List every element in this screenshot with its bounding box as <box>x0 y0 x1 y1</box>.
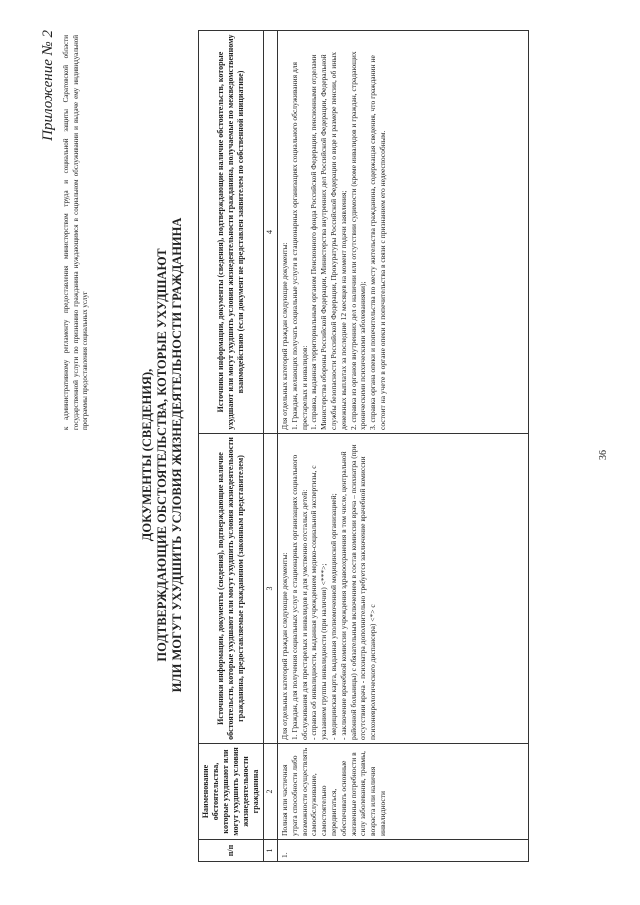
header-circumstance: Наименование обстоятельства, которые ухудшают или могут ухудшить условия жизнедеятельности гражданина <box>199 744 264 840</box>
column-number-row <box>264 31 278 862</box>
title-line: ДОКУМЕНТЫ (СВЕДЕНИЯ), <box>140 368 154 542</box>
documents-table <box>198 30 529 862</box>
page-number: 36 <box>598 450 609 460</box>
document-line: - справка об инвалидности, выданная учреждением медико-социальной экспертизы, с указанием группы инвалидности (при наличии) <***>; <box>309 465 329 740</box>
document-line: - заключение врачебной комиссии учреждения здравоохранения в том числе, центральной районной больницы) с обязательным включением в состав комиссии врача – психиатра (при отсутствии врача - психиатра дополнительно требуется заключение врачебной комиссии психоневрологического диспансера) <*> с <box>338 444 378 740</box>
row-circumstance: Полная или частичная утрата способности либо возможности осуществлять самообслуживание, самостоятельно передвигаться, обеспечивать основные жизненные потребности в силу заболевания, травмы, возраста или наличия инвалидности <box>278 744 529 840</box>
column-number: 1 <box>264 840 278 862</box>
header-number: п/п <box>199 840 264 862</box>
document-line: Для отдельных категорий граждан следующие документы: <box>280 552 289 740</box>
document-line: Для отдельных категорий граждан следующие документы: <box>280 242 289 430</box>
row-citizen-documents <box>278 434 529 744</box>
header-citizen-sources: Источники информации, документы (сведения), подтверждающие наличие обстоятельств, которые ухудшают или могут ухудшить условия жизнедеятельности гражданина, предоставляемые гражданином (законным представителем) <box>199 434 264 744</box>
preamble-text: к административному регламенту предоставления министерством труда и социальной защиты Саратовской области государственной услуги по признанию гражданина нуждающимся в социальном обслуживании и выдаче ему индивидуальной программы предоставления социальных услуг <box>62 35 89 430</box>
document-line: 1. Граждан, желающих получать социальные услуги в стационарных организациях социального обслуживания для престарелых и инвалидов: <box>289 61 309 430</box>
appendix-label: Приложение № 2 <box>40 30 56 141</box>
column-number: 3 <box>264 434 278 744</box>
table-row <box>278 31 529 862</box>
column-number: 2 <box>264 744 278 840</box>
document-line: 1. справка, выданная территориальным органом Пенсионного фонда Российской Федерации, пенсионными отделами Министерства обороны Российской Федерации, Министерства внутренних дел Российской Федерации, Федеральной службы безопасности Российской Федерации, Прокуратуры Российской Федерации о виде и размере пенсии, об иных денежных выплатах за последние 12 месяцев на момент подачи заявления; <box>309 51 348 430</box>
row-interagency-documents <box>278 31 529 434</box>
column-number: 4 <box>264 31 278 434</box>
document-title <box>140 45 185 865</box>
document-line: 3. справка органа опеки и попечительства по месту жительства гражданина, содержащая сведения, что гражданин не состоит на учете в органе опеки и попечительства в связи с признанием его недееспособным. <box>368 55 387 430</box>
header-interagency-sources: Источники информации, документы (сведения), подтверждающие наличие обстоятельств, которые ухудшают или могут ухудшить условия жизнедеятельности гражданина, получаемые по межведомственному взаимодействию (если документ не представлен заявителем по собственной инициативе) <box>199 31 264 434</box>
title-line: ИЛИ МОГУТ УХУДШИТЬ УСЛОВИЯ ЖИЗНЕДЕЯТЕЛЬНОСТИ ГРАЖДАНИНА <box>170 217 184 693</box>
document-line: - медицинская карта, выданная уполномоченной медицинской организацией; <box>328 493 338 740</box>
document-line: 2. справка из органов внутренних дел о наличии или отсутствии судимости (кроме инвалидов и граждан, страдающих хроническими психическими заболеваниями); <box>348 51 368 430</box>
document-line: 1. Граждан, для получения социальных услуг в стационарных организациях социального обслуживания для престарелых и инвалидов и для умственно отсталых детей: <box>289 454 309 740</box>
table-header-row <box>199 31 264 862</box>
row-number: 1. <box>278 840 529 862</box>
title-line: ПОДТВЕРЖДАЮЩИЕ ОБСТОЯТЕЛЬСТВА, КОТОРЫЕ УХУДШАЮТ <box>155 248 169 662</box>
